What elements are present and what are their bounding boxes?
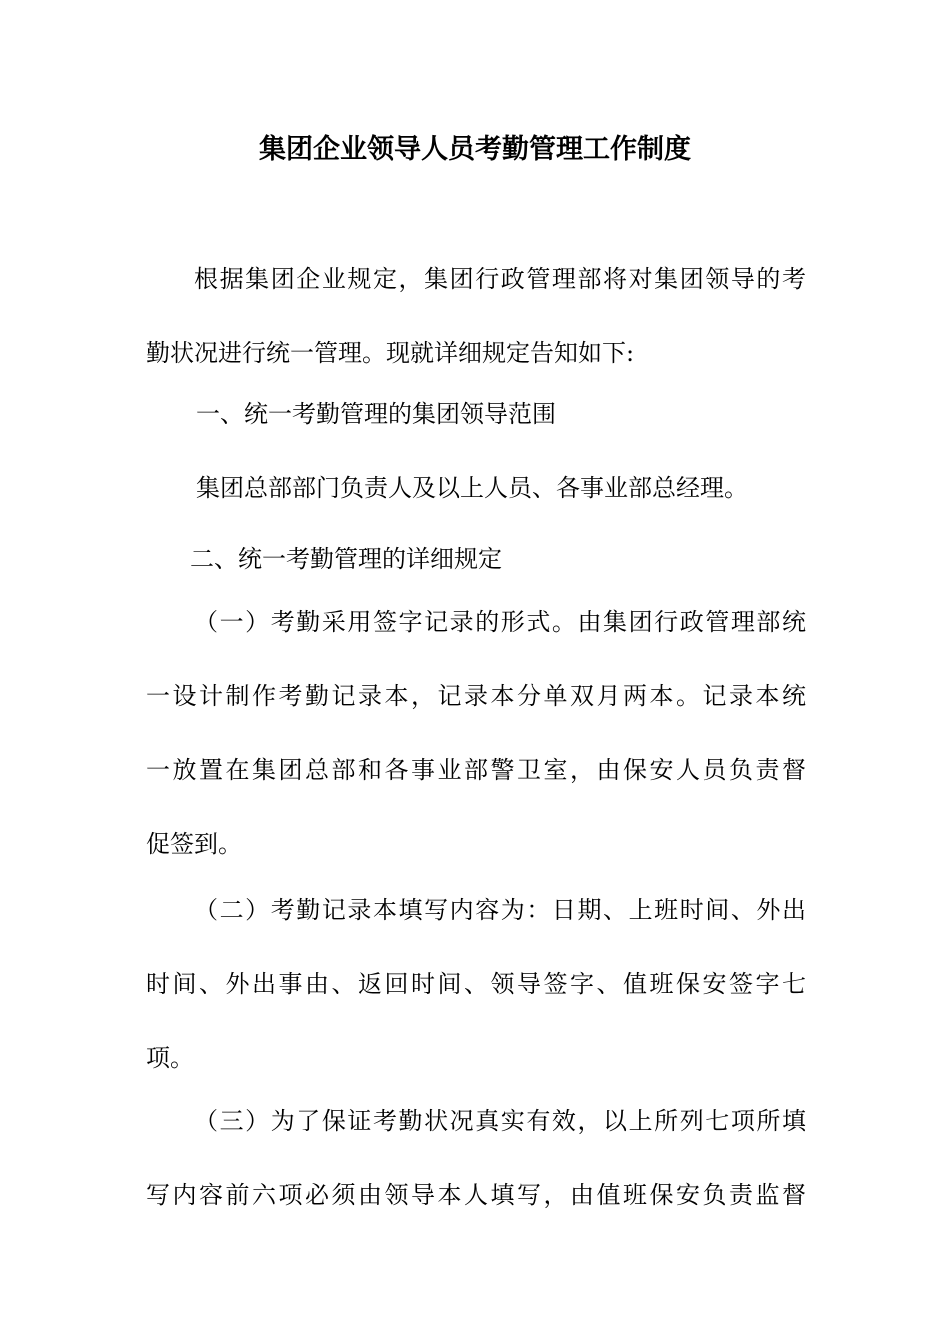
paragraph-line-4: （一）考勤采用签字记录的形式。由集团行政管理部统	[194, 608, 806, 636]
paragraph-line-3: 集团总部部门负责人及以上人员、各事业部总经理。	[196, 474, 748, 502]
section-heading-2: 二、统一考勤管理的详细规定	[190, 545, 502, 573]
paragraph-line-5: 一设计制作考勤记录本，记录本分单双月两本。记录本统	[146, 682, 806, 710]
paragraph-line-7: 促签到。	[146, 830, 242, 858]
paragraph-line-11: （三）为了保证考勤状况真实有效，以上所列七项所填	[194, 1107, 806, 1135]
paragraph-line-12: 写内容前六项必须由领导本人填写，由值班保安负责监督	[146, 1181, 806, 1209]
paragraph-line-9: 时间、外出事由、返回时间、领导签字、值班保安签字七	[146, 970, 806, 998]
section-heading-1: 一、统一考勤管理的集团领导范围	[196, 400, 556, 428]
paragraph-line-1: 根据集团企业规定，集团行政管理部将对集团领导的考	[194, 265, 806, 293]
paragraph-line-8: （二）考勤记录本填写内容为：日期、上班时间、外出	[194, 896, 806, 924]
document-title: 集团企业领导人员考勤管理工作制度	[259, 134, 691, 165]
paragraph-line-2: 勤状况进行统一管理。现就详细规定告知如下:	[146, 339, 635, 367]
paragraph-line-6: 一放置在集团总部和各事业部警卫室，由保安人员负责督	[146, 756, 806, 784]
paragraph-line-10: 项。	[146, 1044, 194, 1072]
